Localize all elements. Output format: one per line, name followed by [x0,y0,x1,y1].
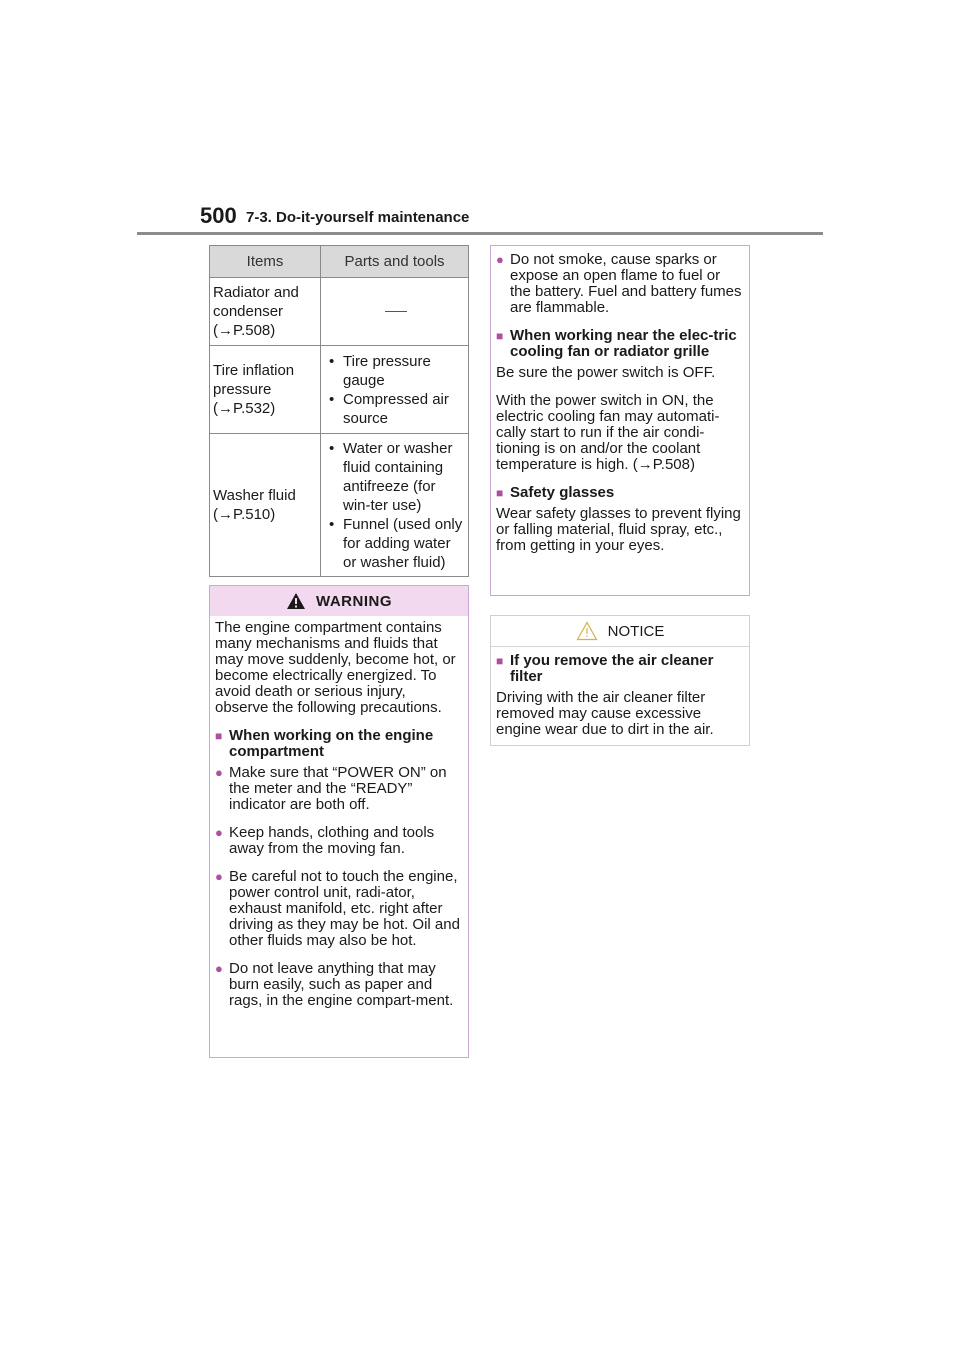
notice-box [490,615,750,746]
caution-triangle-outline-icon [576,621,598,641]
table-row [210,346,469,434]
list-item: • Tire pressure gauge [327,352,464,390]
notice-title: NOTICE [607,622,665,640]
warning-continued-body [491,246,749,554]
parts-cell [321,278,469,346]
item-text: Tire inflation [213,362,295,379]
warning-triangle-icon [286,592,306,610]
item-text: condenser [213,303,284,320]
list-item: • Water or washer fluid containing antifreeze (for win-ter use) [327,439,464,515]
warning-intro: The engine compartment contains many mechanisms and fluids that may move suddenly, become hot, or become electrically energized. To avoid death or serious injury, observe the following precautions. [215,619,456,716]
subheading: ■ Safety glasses [496,485,744,501]
item-text: pressure [213,381,272,398]
parts-list [327,439,464,572]
bullet-item: ● Do not leave anything that may burn easily, such as paper and rags, in the engine compart-ment. [215,961,463,1009]
bullet-item: ● Be careful not to touch the engine, power control unit, radi-ator, exhaust manifold, etc. right after driving as they may be hot. Oil and other fluids may also be hot. [215,869,463,949]
section-title: 7-3. Do-it-yourself maintenance [246,209,470,226]
list-item: • Funnel (used only for adding water or washer fluid) [327,515,464,572]
item-text: Washer fluid [213,487,296,504]
bullet-item: ● Keep hands, clothing and tools away from the moving fan. [215,825,463,857]
warning-box [209,585,469,1058]
table-row [210,278,469,346]
parts-cell [321,434,469,577]
column-header-parts: Parts and tools [321,246,469,278]
warning-header [210,586,468,616]
header-rule [137,232,823,235]
subheading: ■ When working on the engine compartment [215,728,463,760]
subheading: ■ If you remove the air cleaner filter [496,653,744,685]
paragraph: Driving with the air cleaner filter removed may cause excessive engine wear due to dirt in the air. [496,689,714,738]
parts-list [327,352,464,428]
page-reference-link[interactable]: (→P.508) [213,322,276,339]
item-text: Radiator and [213,284,299,301]
page-header [0,0,960,240]
paragraph: With the power switch in ON, the electric cooling fan may automati-cally start to run if the air condi-tioning is on and/or the coolant temperature is high. (→P.508) [496,392,720,473]
list-item: • Compressed air source [327,390,464,428]
em-dash [385,311,407,312]
table-row [210,434,469,577]
warning-title: WARNING [316,592,392,610]
item-cell [210,346,321,434]
subheading: ■ When working near the elec-tric cooling fan or radiator grille [496,328,744,360]
table-header-row [210,246,469,278]
item-cell [210,278,321,346]
items-table [209,245,469,577]
paragraph: Wear safety glasses to prevent flying or falling material, fluid spray, etc., from getting in your eyes. [496,505,741,554]
warning-continued-box [490,245,750,596]
paragraph: Be sure the power switch is OFF. [496,364,716,381]
item-cell [210,434,321,577]
page-number: 500 [200,203,237,228]
notice-header [491,616,749,647]
bullet-item: ● Make sure that “POWER ON” on the meter and the “READY” indicator are both off. [215,765,463,813]
column-header-items: Items [210,246,321,278]
notice-body [491,647,749,738]
page-reference-link[interactable]: (→P.510) [213,506,276,523]
parts-cell [321,346,469,434]
warning-body [210,616,468,1009]
page-reference-link[interactable]: (→P.532) [213,400,276,417]
bullet-item: ● Do not smoke, cause sparks or expose an open flame to fuel or the battery. Fuel and battery fumes are flammable. [496,252,744,316]
